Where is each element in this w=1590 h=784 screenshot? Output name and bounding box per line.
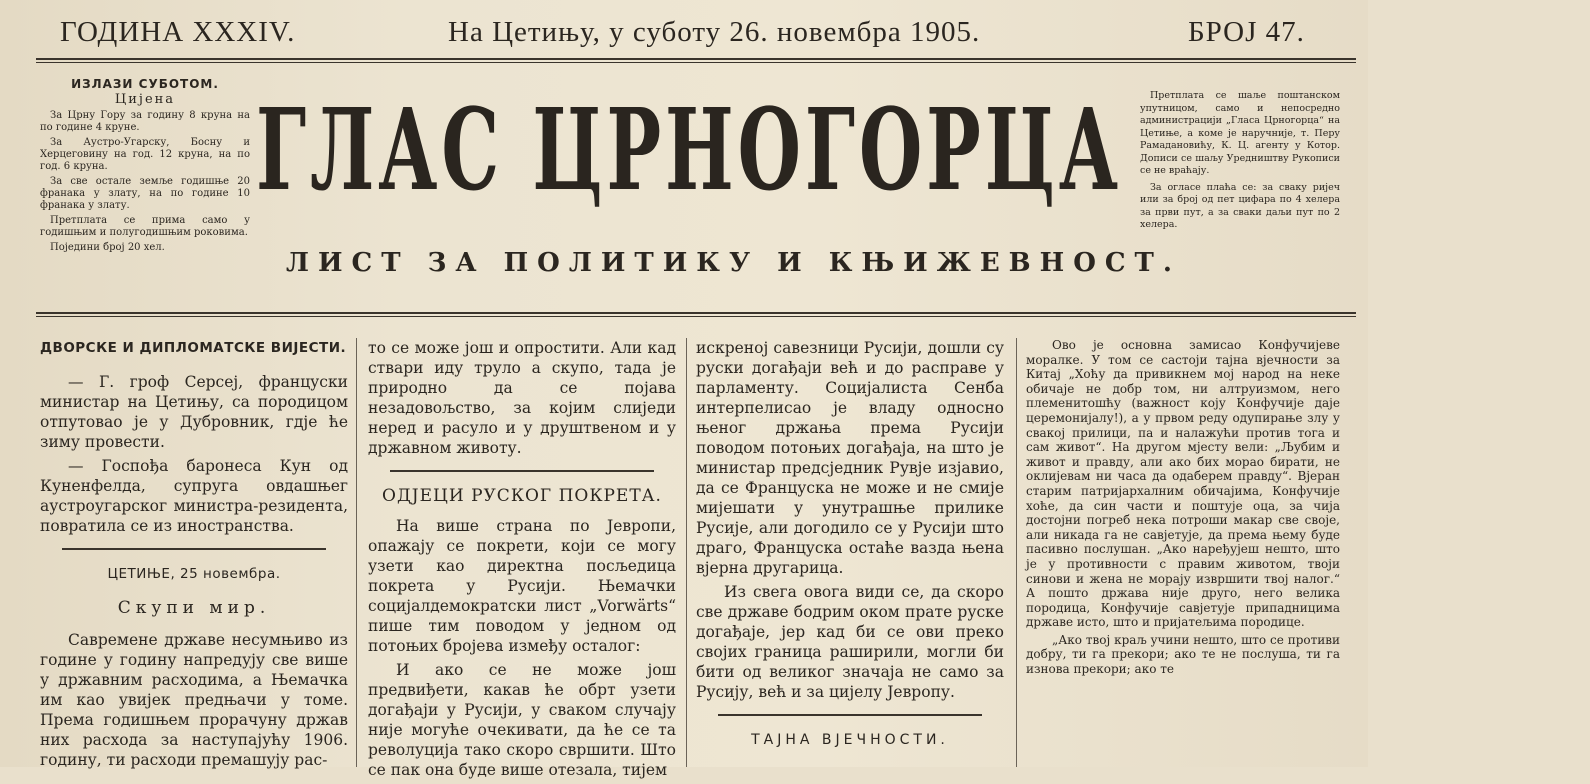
price-line: За Аустро-Угарску, Босну и Херцеговину на год. 12 круна, на по год. 6 круна.: [40, 137, 250, 172]
price-line: За Црну Гору за годину 8 круна на по године 4 круне.: [40, 110, 250, 133]
price-heading: Цијена: [114, 92, 176, 107]
column-divider: [356, 338, 357, 767]
header-line: [0, 10, 1368, 56]
subscription-box: [40, 78, 250, 257]
news-item: — Госпођа баронеса Кун од Куненфелда, супруга овдашњег аустроугарског министра-резидента, повратила се из иностранства.: [40, 457, 348, 535]
issue-number: БРОЈ 47.: [1188, 16, 1305, 48]
article-continuation: то се може још и опростити. Али кад ствари иду труло а скупо, тада је природно да се појава незадовољство, за којим слиједи неред и расуло и у друштвеном и у државном животу.: [368, 339, 676, 457]
masthead-subtitle: ЛИСТ ЗА ПОЛИТИКУ И КЊИЖЕВНОСТ.: [286, 248, 1181, 278]
article-title: ТАЈНА ВЈЕЧНОСТИ.: [751, 732, 949, 748]
article-paragraph: На више страна по Јевропи, опажају се покрети, који се могу узети као директна посљедица покрета у Русији. Њемачки социјалдемократски лист „Vorwärts“ пише тим поводом у једном од потоњих бројева између осталог:: [368, 517, 676, 655]
column-2: [368, 338, 676, 784]
notice-box: [1140, 90, 1340, 236]
year-label: ГОДИНА XXXIV.: [60, 16, 296, 48]
masthead: [256, 85, 1122, 216]
news-item: — Г. гроф Серсеј, француски министар на Цетињу, са породицом отпутовао је у Дубровник, гдје ће зиму провести.: [40, 373, 348, 451]
article-paragraph: И ако се не може још предвиђети, какав ће обрт узети догађаји у Русији, у сваком случају није могуће очекивати, да ће се та револуција тако скоро свршити. Што се пак она буде више отезала, тијем: [368, 661, 676, 779]
divider: [390, 470, 655, 472]
header-rule: [36, 58, 1356, 60]
article-paragraph: Из свега овога види се, да скоро све државе бодрим оком прате руске догађаје, јер кад би се ови преко својих граница раширили, могли би бити од великог значаја не само за Русију, већ и за цијелу Јевропу.: [696, 583, 1004, 701]
price-line: Поједини број 20 хел.: [50, 242, 165, 253]
column-1: [40, 338, 348, 774]
price-line: За све остале земље годишње 20 франака у злату, на по године 10 франака у злату.: [40, 176, 250, 211]
masthead-rule: [36, 312, 1356, 314]
price-line: Претплата се прима само у годишњим и полугодишњим роковима.: [40, 215, 250, 238]
article-paragraph: Ово је основна замисао Конфучијеве моралке. У том се састоји тајна вјечности за Китај „Хоћу да привикнем мој народ на неке обичаје не добр том, ни алтруизмом, него племенитошћу (важност коју Конфучије даје церемонијалу!), а у првом реду одупирање злу у свакој прилици, па и налажући против тога и сам живот“. На другом мјесту вели: „Љубим и живот и правду, али ако бих морао бирати, не оклијевам ни часа да одаберем правду“. Вјеран старим патријархалним обичајима, Конфучије хоће, да син части и поштује оца, за чија достојни погреб нека потроши макар све своје, али никада га не савјетује, да према њему буде пасивно послушан. „Ако наређујеш нешто, што је у противности с правим животом, твоји синови и жена не морају извршити твој налог.“ А пошто држава није друго, него велика породица, Конфучије савјетује припадницима државе исто, што и пријатељима породице.: [1026, 338, 1340, 630]
column-4: [1026, 338, 1340, 680]
masthead-rule-thin: [36, 316, 1356, 317]
notice-line: Претплата се шаље поштанском упутницом, само и непосредно администрацији „Гласа Црногорца“ на Цетиње, а коме је наручније, т. Перу Рамадановићу, К. Ц. агенту у Котор. Дописи се шаљу Уредништву Рукописи се не враћају.: [1140, 90, 1340, 176]
notice-line: За огласе плаћа се: за сваку ријеч или за број од пет цифара по 4 хелера за први пут, а за сваки даљи пут по 2 хелера.: [1140, 181, 1340, 230]
article-continuation: искреној савезници Русији, дошли су руски догађаји већ и до расправе у парламенту. Социјалиста Сенба интерпелисао је владу односно њеног држања према Русији поводом потоњих догађаја, на што је министар предсједник Рувје изјавио, да се Француска не може и не смије мијешати у унутрашње прилике Русије, али догодило се у Русији што драго, Француска остаће вазда њена вјерна другарица.: [696, 339, 1004, 577]
divider: [62, 548, 327, 550]
masthead-title: ГЛАС ЦРНОГОРЦА: [256, 85, 1122, 216]
column-divider: [1016, 338, 1017, 767]
article-title: ОДЈЕЦИ РУСКОГ ПОКРЕТА.: [382, 486, 662, 506]
article-title: Скупи мир.: [117, 598, 271, 618]
divider: [718, 714, 983, 716]
article-paragraph: „Ако твој краљ учини нешто, што се противи добру, ти га прекори; ако те не послуша, ти га изнова прекори; ако те: [1026, 632, 1340, 677]
column-divider: [686, 338, 687, 767]
article-body: Савремене државе несумњиво из године у годину напредују све више у државним расходима, а Њемачка им као увијек предњачи у томе. Према годишњем прорачуну држав них расхода за наступајућу 1906. годину, ти расходи премашују рас-: [40, 631, 348, 769]
header-rule-thin: [36, 62, 1356, 63]
dateline-cetinje: ЦЕТИЊЕ, 25 новембра.: [107, 566, 281, 582]
section-title: ДВОРСКЕ И ДИПЛОМАТСКЕ ВИЈЕСТИ.: [40, 340, 347, 356]
publish-day: ИЗЛАЗИ СУБОТОМ.: [71, 77, 219, 91]
column-3: [696, 338, 1004, 750]
dateline: На Цетињу, у суботу 26. новембра 1905.: [448, 16, 981, 48]
